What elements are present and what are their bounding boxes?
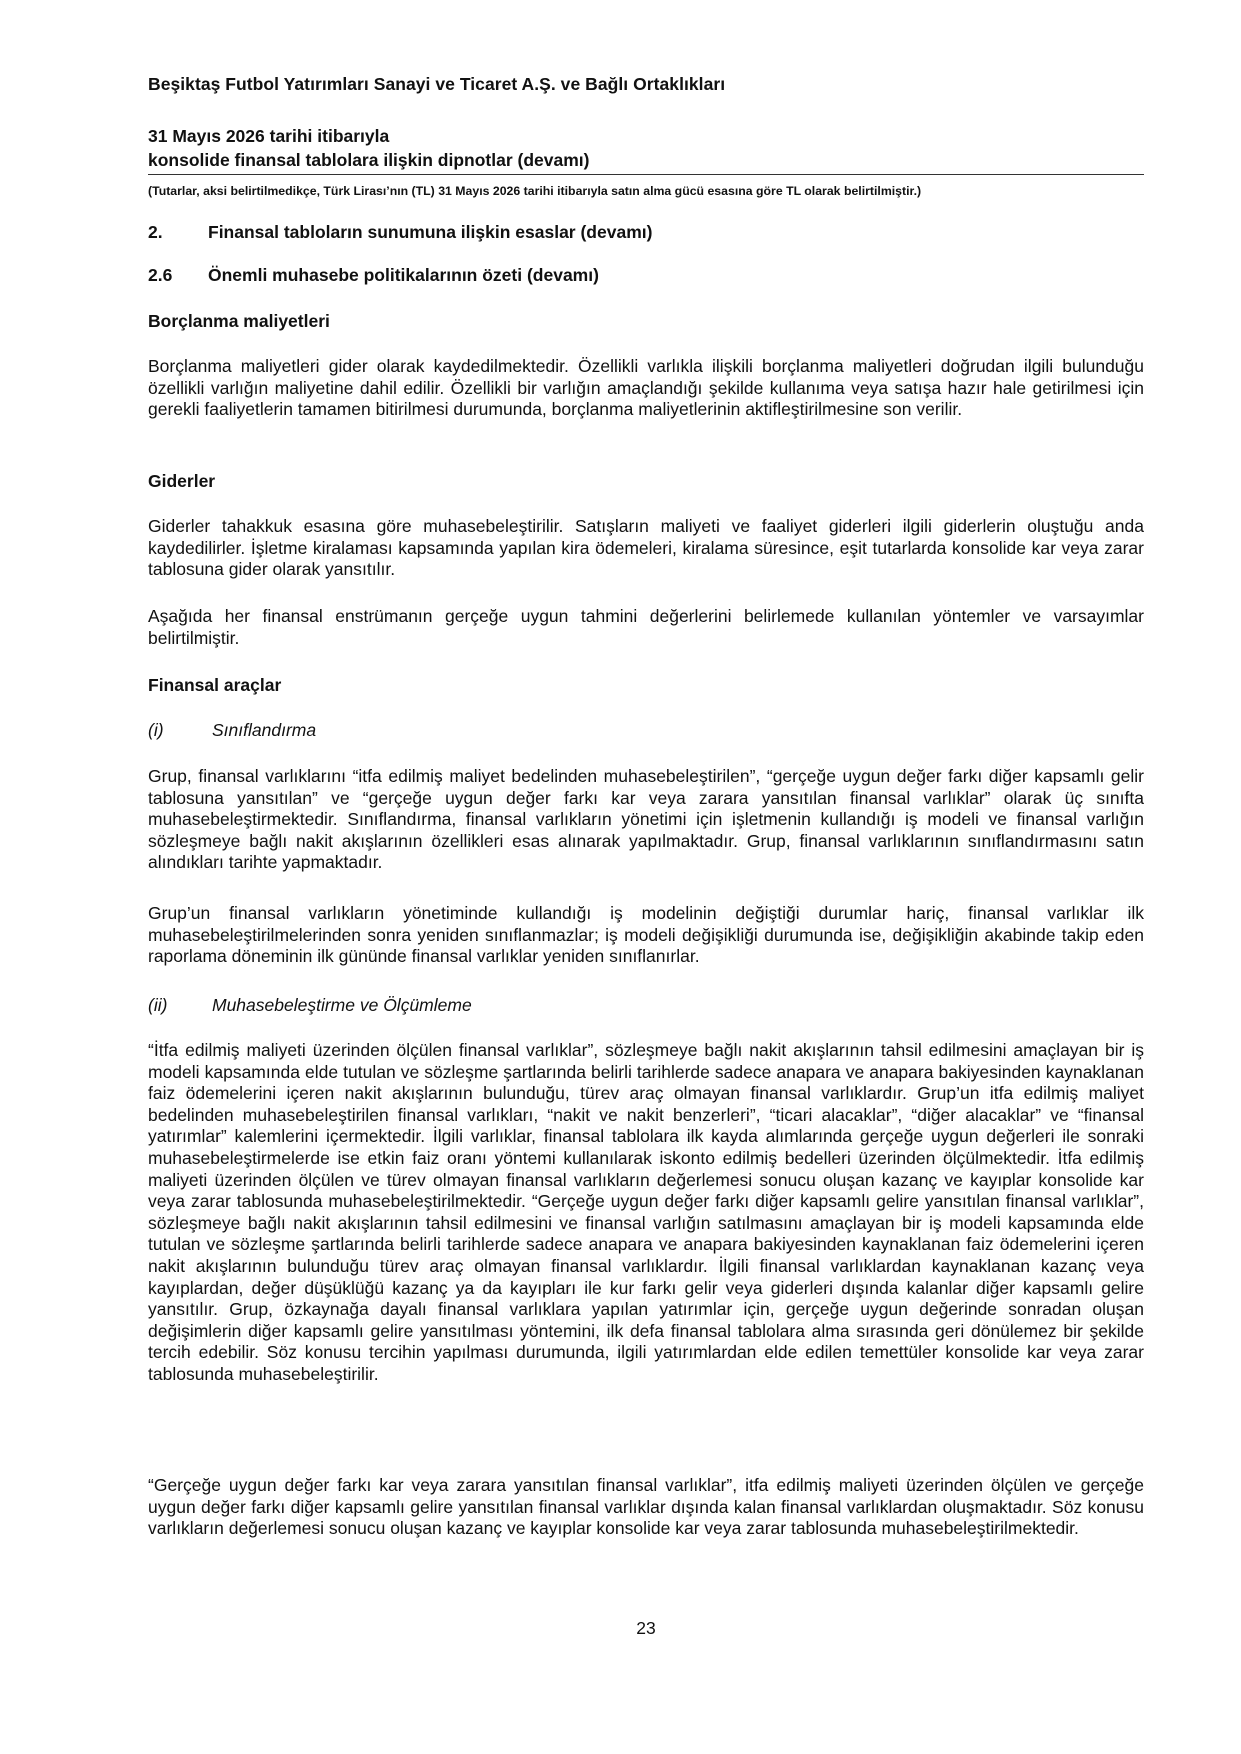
muhasebelestirme-title: Muhasebeleştirme ve Ölçümleme bbox=[212, 995, 472, 1015]
company-name: Beşiktaş Futbol Yatırımları Sanayi ve Ticaret A.Ş. ve Bağlı Ortaklıkları bbox=[148, 74, 726, 94]
section-heading bbox=[148, 222, 652, 243]
header-divider bbox=[148, 174, 1144, 175]
siniflandirma-number: (i) bbox=[148, 720, 164, 740]
siniflandirma-paragraph-1: Grup, finansal varlıklarını “itfa edilmiş maliyet bedelinden muhasebeleştirilen”, “gerçeğe uygun değer farkı diğer kapsamlı gelir tablosuna yansıtılan” ve “gerçeğe uygun değer farkı kar veya zarara yansıtılan finansal varlıklar” olarak üç sınıfta muhasebeleştirmektedir. Sınıflandırma, finansal varlıkların yönetimi için işletmenin kullandığı iş modeli ve finansal varlığın sözleşmeye bağlı nakit akışlarının özellikleri esas alınarak yapılmaktadır. Grup, finansal varlıklarının sınıflandırmasını satın alındıkları tarihte yapmaktadır. bbox=[148, 766, 1144, 873]
page-number: 23 bbox=[636, 1618, 656, 1638]
muhasebelestirme-paragraph-1: “İtfa edilmiş maliyeti üzerinden ölçülen finansal varlıklar”, sözleşmeye bağlı nakit akışlarının tahsil edilmesini amaçlayan bir iş modeli kapsamında elde tutulan ve sözleşme şartlarında belirli tarihlerde sadece anapara ve anapara bakiyesinden kaynaklanan faiz ödemelerini içeren nakit akışlarının bulunduğu, türev araç olmayan finansal varlıklardır. Grup’un itfa edilmiş maliyet bedelinden muhasebeleştirilen finansal varlıkları, “nakit ve nakit benzerleri”, “ticari alacaklar”, “diğer alacaklar” ve “finansal yatırımlar” kalemlerini içermektedir. İlgili varlıklar, finansal tablolara ilk kayda alımlarında gerçeğe uygun değerleri ile sonraki muhasebeleştirmelerde ise etkin faiz oranı yöntemi kullanılarak iskonto edilmiş bedelleri üzerinden ölçülmektedir. İtfa edilmiş maliyeti üzerinden ölçülen ve türev olmayan finansal varlıkların değerlemesi sonucu oluşan kazanç ve kayıplar konsolide kar veya zarar tablosunda muhasebeleştirilmektedir. “Gerçeğe uygun değer farkı diğer kapsamlı gelire yansıtılan finansal varlıklar”, sözleşmeye bağlı nakit akışlarının tahsil edilmesini ve finansal varlığın satılmasını amaçlayan bir iş modeli kapsamında elde tutulan ve sözleşme şartlarında belirli tarihlerde sadece anapara ve anapara bakiyesinden kaynaklanan faiz ödemelerini içeren nakit akışlarının bulunduğu türev araç olmayan finansal varlıklardır. İlgili finansal varlıklardan kaynaklanan kazanç veya kayıplardan, değer düşüklüğü kazanç ya da kayıpları ile kur farkı gelir veya giderleri dışında kalanlar diğer kapsamlı gelire yansıtılır. Grup, özkaynağa dayalı finansal varlıklara yapılan yatırımlar için, gerçeğe uygun değerinde sonradan oluşan değişimlerin diğer kapsamlı gelire yansıtılması yöntemini, ilk defa finansal tablolara alma sırasında geri dönülemez bir şekilde tercih edebilir. Söz konusu tercihin yapılması durumunda, ilgili yatırımlardan elde edilen temettüler konsolide kar veya zarar tablosunda muhasebeleştirilir. bbox=[148, 1040, 1144, 1384]
siniflandirma-heading bbox=[148, 720, 316, 741]
subsection-heading bbox=[148, 265, 599, 286]
muhasebelestirme-heading bbox=[148, 995, 472, 1016]
subsection-number: 2.6 bbox=[148, 265, 173, 285]
report-subtitle: konsolide finansal tablolara ilişkin dipnotlar (devamı) bbox=[148, 150, 590, 170]
finansal-araclar-heading: Finansal araçlar bbox=[148, 675, 282, 695]
subsection-title: Önemli muhasebe politikalarının özeti (devamı) bbox=[208, 265, 599, 285]
siniflandirma-paragraph-2: Grup’un finansal varlıkların yönetiminde kullandığı iş modelinin değiştiği durumlar hariç, finansal varlıklar ilk muhasebeleştirilmelerinden sonra yeniden sınıflanmazlar; iş modeli değişikliği durumunda ise, değişikliğin akabinde takip eden raporlama döneminin ilk gününde finansal varlıklar yeniden sınıflanırlar. bbox=[148, 903, 1144, 967]
siniflandirma-title: Sınıflandırma bbox=[212, 720, 317, 740]
report-date: 31 Mayıs 2026 tarihi itibarıyla bbox=[148, 126, 390, 146]
section-number: 2. bbox=[148, 222, 163, 242]
document-page bbox=[148, 0, 1144, 1754]
muhasebelestirme-paragraph-2: “Gerçeğe uygun değer farkı kar veya zarara yansıtılan finansal varlıklar”, itfa edilmiş maliyeti üzerinden ölçülen ve gerçeğe uygun değer farkı diğer kapsamlı gelire yansıtılan finansal varlıklar dışında kalan finansal varlıklardan oluşmaktadır. Söz konusu varlıkların değerlemesi sonucu oluşan kazanç ve kayıplar konsolide kar veya zarar tablosunda muhasebeleştirilmektedir. bbox=[148, 1475, 1144, 1539]
giderler-heading: Giderler bbox=[148, 471, 216, 491]
yontemler-paragraph: Aşağıda her finansal enstrümanın gerçeğe uygun tahmini değerlerini belirlemede kullanılan yöntemler ve varsayımlar belirtilmiştir. bbox=[148, 606, 1144, 648]
muhasebelestirme-number: (ii) bbox=[148, 995, 168, 1015]
borclanma-heading: Borçlanma maliyetleri bbox=[148, 311, 330, 331]
section-title: Finansal tabloların sunumuna ilişkin esaslar (devamı) bbox=[208, 222, 653, 242]
currency-note: (Tutarlar, aksi belirtilmedikçe, Türk Lirası’nın (TL) 31 Mayıs 2026 tarihi itibarıyla satın alma gücü esasına göre TL olarak belirtilmiştir.) bbox=[148, 184, 922, 198]
borclanma-paragraph: Borçlanma maliyetleri gider olarak kaydedilmektedir. Özellikli varlıkla ilişkili borçlanma maliyetleri doğrudan ilgili bulunduğu özellikli varlığın maliyetine dahil edilir. Özellikli bir varlığın amaçlandığı şekilde kullanıma veya satışa hazır hale getirilmesi için gerekli faaliyetlerin tamamen bitirilmesi durumunda, borçlanma maliyetlerinin aktifleştirilmesine son verilir. bbox=[148, 356, 1144, 420]
giderler-paragraph: Giderler tahakkuk esasına göre muhasebeleştirilir. Satışların maliyeti ve faaliyet giderleri ilgili giderlerin oluştuğu anda kaydedilirler. İşletme kiralaması kapsamında yapılan kira ödemeleri, kiralama süresince, eşit tutarlarda konsolide kar veya zarar tablosuna gider olarak yansıtılır. bbox=[148, 516, 1144, 580]
